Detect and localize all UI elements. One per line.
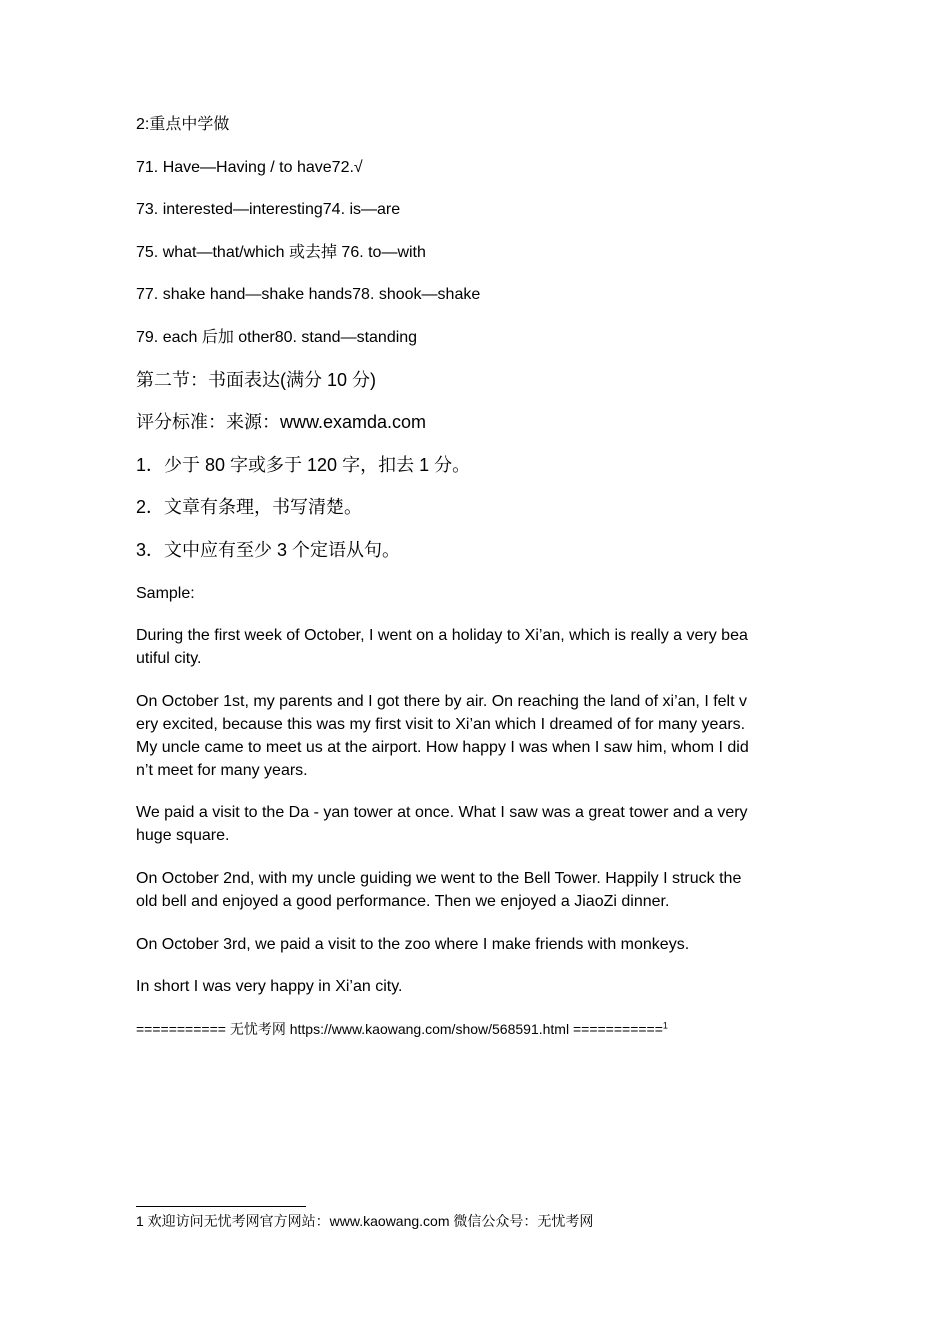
- essay-row: huge square.: [136, 827, 230, 845]
- answer-line-71-72: 71. Have—Having / to have72.√: [136, 158, 363, 176]
- essay-paragraph: [136, 690, 816, 782]
- essay-paragraph: [136, 933, 816, 956]
- scoring-criteria-heading: 评分标准：来源：www.examda.com: [136, 412, 427, 433]
- source-divider-text: =========== 无忧考网 https://www.kaowang.com/show/568591.html ===========: [136, 1020, 663, 1037]
- criteria-item-2: 2．文章有条理，书写清楚。: [136, 497, 363, 518]
- footnote-separator: [136, 1206, 306, 1207]
- footnote-text: 1 欢迎访问无忧考网官方网站：www.kaowang.com 微信公众号：无忧考网: [136, 1213, 594, 1229]
- document-body: [136, 113, 816, 1041]
- answer-line-77-78: 77. shake hand—shake hands78. shook—shake: [136, 286, 481, 304]
- essay-paragraph: [136, 975, 816, 998]
- essay-row: ery excited, because this was my first visit to Xi’an which I dreamed of for many years.: [136, 715, 746, 733]
- answer-line-75-76: 75. what—that/which 或去掉 76. to—with: [136, 243, 426, 261]
- essay-row: In short I was very happy in Xi’an city.: [136, 978, 403, 996]
- essay-paragraph: [136, 801, 816, 847]
- answer-line-79-80: 79. each 后加 other80. stand—standing: [136, 328, 418, 346]
- essay-row: During the first week of October, I went on a holiday to Xi’an, which is really a very bea: [136, 627, 748, 645]
- criteria-item-3: 3．文中应有至少 3 个定语从句。: [136, 539, 401, 560]
- essay-paragraph: [136, 624, 816, 670]
- essay-row: My uncle came to meet us at the airport. How happy I was when I saw him, whom I did: [136, 738, 749, 756]
- section-heading: 第二节：书面表达(满分 10 分): [136, 369, 377, 390]
- essay-row: old bell and enjoyed a good performance. Then we enjoyed a JiaoZi dinner.: [136, 892, 670, 910]
- essay-paragraph: [136, 867, 816, 913]
- source-divider: [136, 1018, 816, 1041]
- essay-row: On October 2nd, with my uncle guiding we went to the Bell Tower. Happily I struck the: [136, 869, 742, 887]
- essay-row: n’t meet for many years.: [136, 761, 308, 779]
- sample-label: Sample:: [136, 584, 195, 602]
- answer-header: 2:重点中学做: [136, 116, 230, 133]
- essay-row: On October 3rd, we paid a visit to the zoo where I make friends with monkeys.: [136, 935, 690, 953]
- criteria-item-1: 1．少于 80 字或多于 120 字，扣去 1 分。: [136, 454, 471, 475]
- answer-line-73-74: 73. interested—interesting74. is—are: [136, 201, 401, 219]
- essay-row: We paid a visit to the Da - yan tower at once. What I saw was a great tower and a very: [136, 804, 748, 822]
- essay-row: utiful city.: [136, 650, 202, 668]
- footnote-reference: 1: [662, 1020, 668, 1031]
- essay-row: On October 1st, my parents and I got there by air. On reaching the land of xi’an, I felt v: [136, 692, 747, 710]
